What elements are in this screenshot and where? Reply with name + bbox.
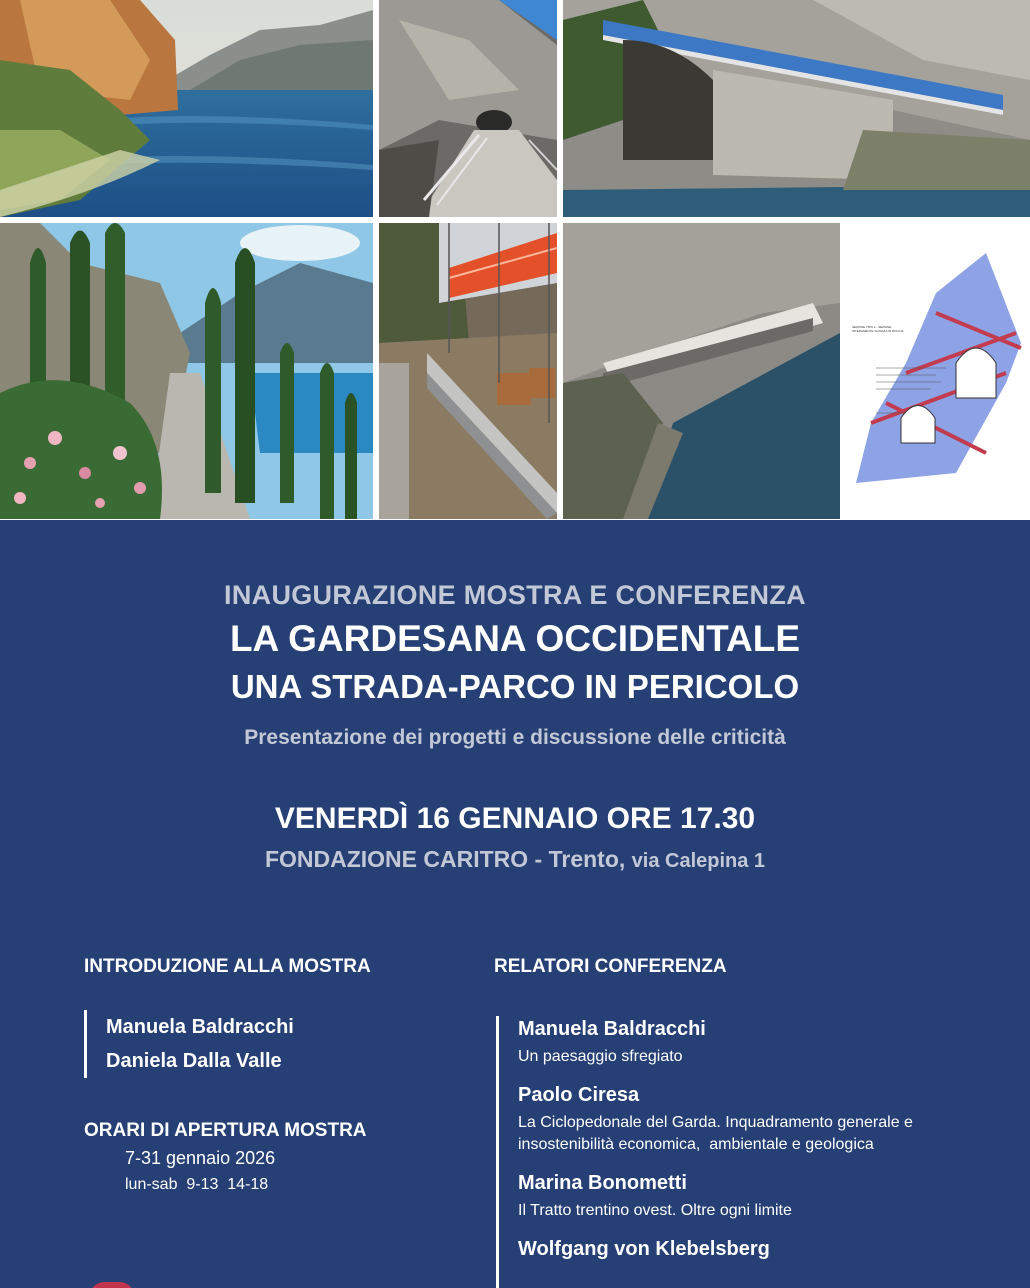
hours-dates: 7-31 gennaio 2026 xyxy=(125,1148,276,1168)
photo-collage xyxy=(0,0,1030,520)
intro-person: Daniela Dalla Valle xyxy=(106,1050,282,1072)
speaker-name: Manuela Baldracchi xyxy=(518,1018,706,1040)
speakers-list xyxy=(496,1016,976,1288)
event-panel xyxy=(0,520,1030,1288)
organizer-logo xyxy=(90,1282,134,1288)
event-date: VENERDÌ 16 GENNAIO ORE 17.30 xyxy=(274,802,756,835)
speaker-name: Wolfgang von Klebelsberg xyxy=(518,1238,770,1260)
cliff-tunnel-gallery xyxy=(563,223,840,519)
hours-times: lun-sab 9-13 14-18 xyxy=(125,1176,269,1193)
intro-people-list xyxy=(84,1010,294,1078)
event-address: via Calepina 1 xyxy=(631,850,766,872)
speaker-name: Paolo Ciresa xyxy=(518,1084,640,1106)
speaker-topic: Un paesaggio sfregiato xyxy=(518,1048,683,1065)
speaker-item xyxy=(518,1170,976,1222)
intro-heading: INTRODUZIONE ALLA MOSTRA xyxy=(84,956,371,977)
event-venue-line xyxy=(0,846,1030,873)
event-kicker: INAUGURAZIONE MOSTRA E CONFERENZA xyxy=(224,580,806,610)
speaker-item xyxy=(518,1016,976,1068)
event-title-line1: LA GARDESANA OCCIDENTALE xyxy=(229,618,801,659)
event-subtitle: Presentazione dei progetti e discussione delle criticità xyxy=(244,726,786,749)
rock-path-with-railing xyxy=(379,0,557,217)
speaker-topic: La Ciclopedonale del Garda. Inquadramento generale e insostenibilità economica, ambientale e geologica xyxy=(518,1114,918,1153)
intro-person: Manuela Baldracchi xyxy=(106,1016,294,1038)
construction-site-fence xyxy=(379,223,557,519)
hours-heading: ORARI DI APERTURA MOSTRA xyxy=(84,1120,367,1141)
tunnel-section-drawing xyxy=(846,223,1030,519)
event-title-line2: UNA STRADA-PARCO IN PERICOLO xyxy=(230,668,800,705)
drawing-label: SEZIONE TIPO 1 - SEZIONE INTERAMENTE SCAVATA IN ROCCIA xyxy=(852,325,904,333)
speaker-item xyxy=(518,1082,976,1156)
speaker-item xyxy=(518,1236,976,1262)
painting-lake-cliffs xyxy=(0,0,373,217)
speaker-topic: Il Tratto trentino ovest. Oltre ogni limite xyxy=(518,1202,792,1219)
lakeside-bridge-road xyxy=(563,0,1030,217)
event-venue: FONDAZIONE CARITRO - Trento, xyxy=(264,846,626,872)
speaker-name: Marina Bonometti xyxy=(518,1172,687,1194)
cypress-road-vintage-postcard xyxy=(0,223,373,519)
speakers-heading: RELATORI CONFERENZA xyxy=(494,956,727,977)
